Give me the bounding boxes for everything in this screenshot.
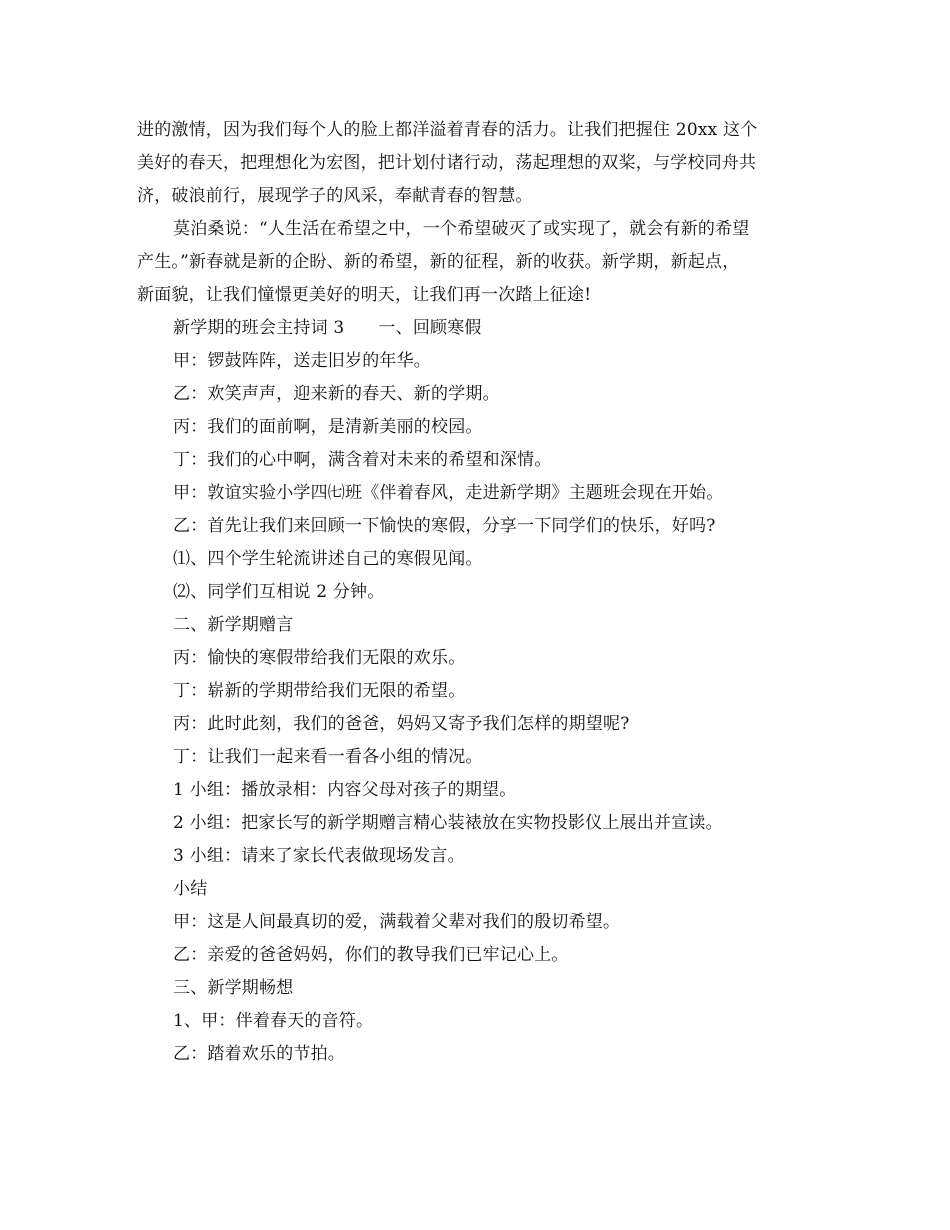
script-line: 甲：这是人间最真切的爱，满载着父辈对我们的殷切希望。 (173, 912, 621, 932)
script-line: 乙：踏着欢乐的节拍。 (173, 1044, 345, 1064)
paragraph-line: 进的激情，因为我们每个人的脸上都洋溢着青春的活力。让我们把握住 20xx 这个 (137, 120, 758, 140)
paragraph-line: 莫泊桑说：“人生活在希望之中，一个希望破灭了或实现了，就会有新的希望 (173, 219, 750, 239)
paragraph-line: 产生。”新春就是新的企盼、新的希望，新的征程，新的收获。新学期，新起点， (137, 252, 740, 272)
script-line: 2 小组：把家长写的新学期赠言精心装裱放在实物投影仪上展出并宣读。 (173, 813, 723, 833)
script-line: 3 小组：请来了家长代表做现场发言。 (173, 846, 465, 866)
section-heading: 二、新学期赠言 (173, 615, 294, 635)
script-line: 1、甲：伴着春天的音符。 (173, 1011, 374, 1031)
script-line: 乙：首先让我们来回顾一下愉快的寒假，分享一下同学们的快乐，好吗? (173, 516, 716, 536)
paragraph-line: 美好的春天，把理想化为宏图，把计划付诸行动，荡起理想的双桨，与学校同舟共 (137, 153, 757, 173)
script-line: 丁：让我们一起来看一看各小组的情况。 (173, 747, 483, 767)
script-line: 丁：崭新的学期带给我们无限的希望。 (173, 681, 466, 701)
section-heading: 三、新学期畅想 (173, 978, 294, 998)
script-line: 甲：锣鼓阵阵，送走旧岁的年华。 (173, 351, 431, 371)
script-line: 丙：我们的面前啊，是清新美丽的校园。 (173, 417, 483, 437)
script-line: 1 小组：播放录相：内容父母对孩子的期望。 (173, 780, 517, 800)
script-line: 丁：我们的心中啊，满含着对未来的希望和深情。 (173, 450, 552, 470)
script-line: 丙：愉快的寒假带给我们无限的欢乐。 (173, 648, 466, 668)
script-line: ⑵、同学们互相说 2 分钟。 (173, 582, 385, 602)
script-line: 甲：敦谊实验小学四㈦班《伴着春风，走进新学期》主题班会现在开始。 (173, 483, 724, 503)
section-heading: 小结 (173, 879, 208, 899)
script-line: ⑴、四个学生轮流讲述自己的寒假见闻。 (173, 549, 483, 569)
script-line: 丙：此时此刻，我们的爸爸，妈妈又寄予我们怎样的期望呢? (173, 714, 630, 734)
heading-section: 一、回顾寒假 (378, 318, 482, 338)
script-line: 乙：亲爱的爸爸妈妈，你们的教导我们已牢记心上。 (173, 945, 569, 965)
paragraph-line: 济，破浪前行，展现学子的风采，奉献青春的智慧。 (137, 186, 533, 206)
heading-title: 新学期的班会主持词 3 (173, 318, 345, 338)
document-body (137, 114, 813, 1071)
paragraph-line: 新面貌，让我们憧憬更美好的明天，让我们再一次踏上征途! (137, 285, 592, 305)
section-heading (137, 312, 813, 345)
script-line: 乙：欢笑声声，迎来新的春天、新的学期。 (173, 384, 500, 404)
